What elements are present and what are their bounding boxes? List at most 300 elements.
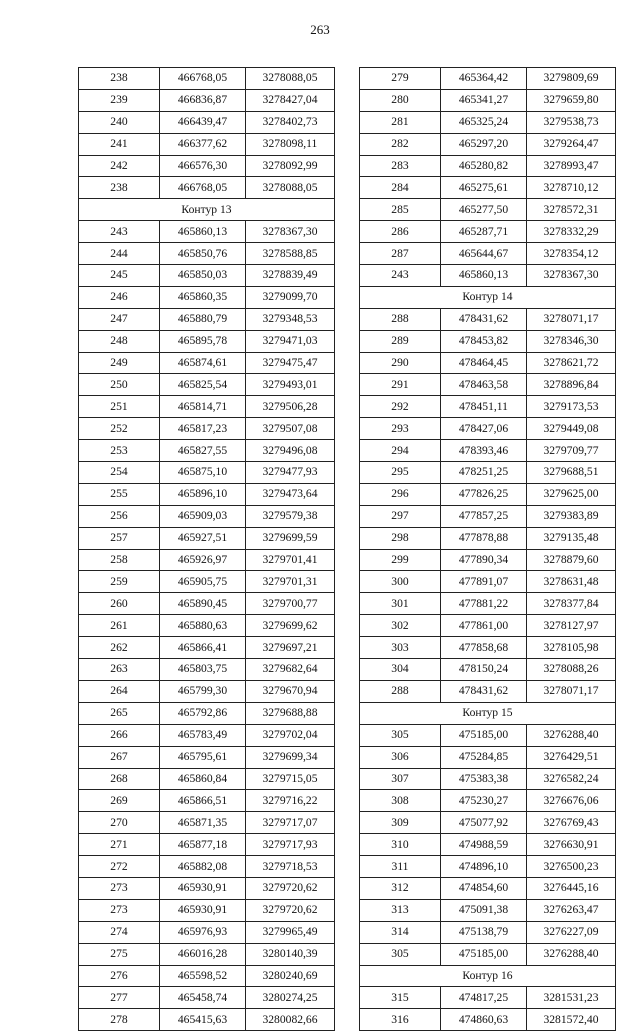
table-row <box>79 943 335 965</box>
point-number-cell: 243 <box>360 265 441 287</box>
y-coordinate-cell: 3280240,69 <box>246 965 335 987</box>
table-row <box>360 899 616 921</box>
table-row <box>360 987 616 1009</box>
point-number-cell: 258 <box>79 549 160 571</box>
table-row <box>360 571 616 593</box>
point-number-cell: 268 <box>79 768 160 790</box>
y-coordinate-cell: 3278071,17 <box>527 680 616 702</box>
point-number-cell: 272 <box>79 856 160 878</box>
point-number-cell: 280 <box>360 89 441 111</box>
table-row <box>360 680 616 702</box>
point-number-cell: 285 <box>360 199 441 221</box>
x-coordinate-cell: 465927,51 <box>160 527 246 549</box>
point-number-cell: 267 <box>79 746 160 768</box>
x-coordinate-cell: 465930,91 <box>160 877 246 899</box>
x-coordinate-cell: 465905,75 <box>160 571 246 593</box>
contour-header-row <box>360 286 616 308</box>
table-row <box>79 921 335 943</box>
table-row <box>360 418 616 440</box>
point-number-cell: 315 <box>360 987 441 1009</box>
table-row <box>79 155 335 177</box>
x-coordinate-cell: 465866,41 <box>160 637 246 659</box>
x-coordinate-cell: 465792,86 <box>160 702 246 724</box>
y-coordinate-cell: 3279699,34 <box>246 746 335 768</box>
point-number-cell: 259 <box>79 571 160 593</box>
y-coordinate-cell: 3279701,41 <box>246 549 335 571</box>
table-body <box>79 68 335 1031</box>
y-coordinate-cell: 3279473,64 <box>246 483 335 505</box>
x-coordinate-cell: 465277,50 <box>441 199 527 221</box>
table-row <box>79 396 335 418</box>
y-coordinate-cell: 3279697,21 <box>246 637 335 659</box>
point-number-cell: 292 <box>360 396 441 418</box>
y-coordinate-cell: 3279709,77 <box>527 440 616 462</box>
y-coordinate-cell: 3279475,47 <box>246 352 335 374</box>
y-coordinate-cell: 3278071,17 <box>527 308 616 330</box>
coordinates-table-left <box>78 67 335 1031</box>
point-number-cell: 278 <box>79 1009 160 1031</box>
y-coordinate-cell: 3278710,12 <box>527 177 616 199</box>
page-number: 263 <box>310 22 330 37</box>
x-coordinate-cell: 475185,00 <box>441 943 527 965</box>
table-row <box>360 834 616 856</box>
x-coordinate-cell: 465909,03 <box>160 505 246 527</box>
table-row <box>79 637 335 659</box>
point-number-cell: 293 <box>360 418 441 440</box>
contour-label: Контур 16 <box>360 965 616 987</box>
x-coordinate-cell: 475077,92 <box>441 812 527 834</box>
y-coordinate-cell: 3278839,49 <box>246 265 335 287</box>
point-number-cell: 271 <box>79 834 160 856</box>
x-coordinate-cell: 466768,05 <box>160 68 246 90</box>
table-row <box>360 724 616 746</box>
y-coordinate-cell: 3280274,25 <box>246 987 335 1009</box>
point-number-cell: 289 <box>360 330 441 352</box>
table-row <box>79 483 335 505</box>
point-number-cell: 287 <box>360 243 441 265</box>
table-row <box>79 746 335 768</box>
point-number-cell: 251 <box>79 396 160 418</box>
x-coordinate-cell: 465860,13 <box>441 265 527 287</box>
point-number-cell: 244 <box>79 243 160 265</box>
point-number-cell: 290 <box>360 352 441 374</box>
table-row <box>79 856 335 878</box>
table-row <box>79 505 335 527</box>
y-coordinate-cell: 3278105,98 <box>527 637 616 659</box>
y-coordinate-cell: 3279688,88 <box>246 702 335 724</box>
y-coordinate-cell: 3276500,23 <box>527 856 616 878</box>
point-number-cell: 242 <box>79 155 160 177</box>
point-number-cell: 273 <box>79 877 160 899</box>
table-row <box>360 330 616 352</box>
y-coordinate-cell: 3276227,09 <box>527 921 616 943</box>
point-number-cell: 301 <box>360 593 441 615</box>
table-row <box>360 68 616 90</box>
x-coordinate-cell: 465926,97 <box>160 549 246 571</box>
table-row <box>360 877 616 899</box>
x-coordinate-cell: 475138,79 <box>441 921 527 943</box>
x-coordinate-cell: 466768,05 <box>160 177 246 199</box>
point-number-cell: 306 <box>360 746 441 768</box>
table-row <box>79 418 335 440</box>
point-number-cell: 283 <box>360 155 441 177</box>
point-number-cell: 305 <box>360 724 441 746</box>
table-row <box>360 505 616 527</box>
point-number-cell: 276 <box>79 965 160 987</box>
y-coordinate-cell: 3278402,73 <box>246 111 335 133</box>
point-number-cell: 273 <box>79 899 160 921</box>
x-coordinate-cell: 465871,35 <box>160 812 246 834</box>
table-row <box>79 1009 335 1031</box>
y-coordinate-cell: 3279699,59 <box>246 527 335 549</box>
y-coordinate-cell: 3279135,48 <box>527 527 616 549</box>
point-number-cell: 291 <box>360 374 441 396</box>
x-coordinate-cell: 477857,25 <box>441 505 527 527</box>
y-coordinate-cell: 3278896,84 <box>527 374 616 396</box>
x-coordinate-cell: 465880,79 <box>160 308 246 330</box>
contour-header-row <box>360 965 616 987</box>
table-row <box>360 921 616 943</box>
y-coordinate-cell: 3279682,64 <box>246 659 335 681</box>
x-coordinate-cell: 465598,52 <box>160 965 246 987</box>
x-coordinate-cell: 465297,20 <box>441 133 527 155</box>
table-row <box>79 89 335 111</box>
table-row <box>360 155 616 177</box>
y-coordinate-cell: 3279538,73 <box>527 111 616 133</box>
table-row <box>79 834 335 856</box>
x-coordinate-cell: 465799,30 <box>160 680 246 702</box>
point-number-cell: 266 <box>79 724 160 746</box>
point-number-cell: 257 <box>79 527 160 549</box>
y-coordinate-cell: 3279688,51 <box>527 462 616 484</box>
table-row <box>79 659 335 681</box>
y-coordinate-cell: 3279625,00 <box>527 483 616 505</box>
x-coordinate-cell: 465803,75 <box>160 659 246 681</box>
y-coordinate-cell: 3279264,47 <box>527 133 616 155</box>
table-row <box>360 637 616 659</box>
x-coordinate-cell: 465458,74 <box>160 987 246 1009</box>
x-coordinate-cell: 465890,45 <box>160 593 246 615</box>
y-coordinate-cell: 3281572,40 <box>527 1009 616 1031</box>
point-number-cell: 262 <box>79 637 160 659</box>
y-coordinate-cell: 3279099,70 <box>246 286 335 308</box>
y-coordinate-cell: 3280140,39 <box>246 943 335 965</box>
y-coordinate-cell: 3278088,05 <box>246 68 335 90</box>
point-number-cell: 261 <box>79 615 160 637</box>
y-coordinate-cell: 3279718,53 <box>246 856 335 878</box>
x-coordinate-cell: 477826,25 <box>441 483 527 505</box>
table-row <box>79 877 335 899</box>
y-coordinate-cell: 3281531,23 <box>527 987 616 1009</box>
x-coordinate-cell: 477878,88 <box>441 527 527 549</box>
point-number-cell: 314 <box>360 921 441 943</box>
x-coordinate-cell: 477881,22 <box>441 593 527 615</box>
x-coordinate-cell: 465896,10 <box>160 483 246 505</box>
point-number-cell: 282 <box>360 133 441 155</box>
point-number-cell: 300 <box>360 571 441 593</box>
table-row <box>360 462 616 484</box>
table-row <box>79 527 335 549</box>
point-number-cell: 309 <box>360 812 441 834</box>
point-number-cell: 294 <box>360 440 441 462</box>
table-row <box>360 133 616 155</box>
point-number-cell: 305 <box>360 943 441 965</box>
table-row <box>79 440 335 462</box>
table-row <box>360 615 616 637</box>
y-coordinate-cell: 3278332,29 <box>527 221 616 243</box>
contour-label: Контур 15 <box>360 702 616 724</box>
point-number-cell: 254 <box>79 462 160 484</box>
table-row <box>360 243 616 265</box>
table-row <box>79 899 335 921</box>
coordinates-table-right <box>359 67 616 1031</box>
point-number-cell: 240 <box>79 111 160 133</box>
point-number-cell: 288 <box>360 680 441 702</box>
y-coordinate-cell: 3276288,40 <box>527 943 616 965</box>
table-row <box>79 987 335 1009</box>
table-row <box>79 111 335 133</box>
x-coordinate-cell: 478451,11 <box>441 396 527 418</box>
y-coordinate-cell: 3279659,80 <box>527 89 616 111</box>
point-number-cell: 263 <box>79 659 160 681</box>
table-row <box>360 527 616 549</box>
table-row <box>360 593 616 615</box>
x-coordinate-cell: 477861,00 <box>441 615 527 637</box>
point-number-cell: 250 <box>79 374 160 396</box>
y-coordinate-cell: 3279383,89 <box>527 505 616 527</box>
x-coordinate-cell: 465874,61 <box>160 352 246 374</box>
x-coordinate-cell: 465875,10 <box>160 462 246 484</box>
y-coordinate-cell: 3279496,08 <box>246 440 335 462</box>
point-number-cell: 307 <box>360 768 441 790</box>
table-row <box>360 221 616 243</box>
y-coordinate-cell: 3278879,60 <box>527 549 616 571</box>
table-row <box>79 680 335 702</box>
table-row <box>79 593 335 615</box>
point-number-cell: 269 <box>79 790 160 812</box>
table-row <box>79 374 335 396</box>
x-coordinate-cell: 465795,61 <box>160 746 246 768</box>
x-coordinate-cell: 477890,34 <box>441 549 527 571</box>
x-coordinate-cell: 465827,55 <box>160 440 246 462</box>
y-coordinate-cell: 3279702,04 <box>246 724 335 746</box>
y-coordinate-cell: 3276630,91 <box>527 834 616 856</box>
table-row <box>360 483 616 505</box>
table-row <box>79 615 335 637</box>
contour-header-row <box>79 199 335 221</box>
point-number-cell: 252 <box>79 418 160 440</box>
y-coordinate-cell: 3279493,01 <box>246 374 335 396</box>
y-coordinate-cell: 3278088,26 <box>527 659 616 681</box>
point-number-cell: 295 <box>360 462 441 484</box>
point-number-cell: 299 <box>360 549 441 571</box>
x-coordinate-cell: 465880,63 <box>160 615 246 637</box>
y-coordinate-cell: 3278621,72 <box>527 352 616 374</box>
table-row <box>79 571 335 593</box>
y-coordinate-cell: 3278088,05 <box>246 177 335 199</box>
point-number-cell: 246 <box>79 286 160 308</box>
x-coordinate-cell: 475383,38 <box>441 768 527 790</box>
table-row <box>79 221 335 243</box>
y-coordinate-cell: 3278092,99 <box>246 155 335 177</box>
table-row <box>79 177 335 199</box>
table-row <box>79 352 335 374</box>
y-coordinate-cell: 3279670,94 <box>246 680 335 702</box>
table-row <box>360 440 616 462</box>
point-number-cell: 304 <box>360 659 441 681</box>
x-coordinate-cell: 465882,08 <box>160 856 246 878</box>
x-coordinate-cell: 465280,82 <box>441 155 527 177</box>
x-coordinate-cell: 465866,51 <box>160 790 246 812</box>
point-number-cell: 298 <box>360 527 441 549</box>
y-coordinate-cell: 3278367,30 <box>527 265 616 287</box>
point-number-cell: 311 <box>360 856 441 878</box>
point-number-cell: 248 <box>79 330 160 352</box>
point-number-cell: 238 <box>79 177 160 199</box>
point-number-cell: 274 <box>79 921 160 943</box>
x-coordinate-cell: 474896,10 <box>441 856 527 878</box>
x-coordinate-cell: 465860,13 <box>160 221 246 243</box>
contour-label: Контур 14 <box>360 286 616 308</box>
point-number-cell: 296 <box>360 483 441 505</box>
y-coordinate-cell: 3279720,62 <box>246 877 335 899</box>
y-coordinate-cell: 3278993,47 <box>527 155 616 177</box>
x-coordinate-cell: 478150,24 <box>441 659 527 681</box>
table-row <box>360 89 616 111</box>
y-coordinate-cell: 3279507,08 <box>246 418 335 440</box>
y-coordinate-cell: 3276288,40 <box>527 724 616 746</box>
y-coordinate-cell: 3278098,11 <box>246 133 335 155</box>
y-coordinate-cell: 3276445,16 <box>527 877 616 899</box>
point-number-cell: 316 <box>360 1009 441 1031</box>
point-number-cell: 239 <box>79 89 160 111</box>
point-number-cell: 260 <box>79 593 160 615</box>
y-coordinate-cell: 3278346,30 <box>527 330 616 352</box>
point-number-cell: 281 <box>360 111 441 133</box>
x-coordinate-cell: 465930,91 <box>160 899 246 921</box>
y-coordinate-cell: 3279809,69 <box>527 68 616 90</box>
table-row <box>360 199 616 221</box>
point-number-cell: 243 <box>79 221 160 243</box>
y-coordinate-cell: 3276263,47 <box>527 899 616 921</box>
x-coordinate-cell: 475185,00 <box>441 724 527 746</box>
y-coordinate-cell: 3279506,28 <box>246 396 335 418</box>
x-coordinate-cell: 466576,30 <box>160 155 246 177</box>
y-coordinate-cell: 3276769,43 <box>527 812 616 834</box>
x-coordinate-cell: 466377,62 <box>160 133 246 155</box>
table-row <box>360 265 616 287</box>
table-row <box>360 746 616 768</box>
point-number-cell: 270 <box>79 812 160 834</box>
table-row <box>79 724 335 746</box>
y-coordinate-cell: 3280082,66 <box>246 1009 335 1031</box>
y-coordinate-cell: 3279700,77 <box>246 593 335 615</box>
table-row <box>79 462 335 484</box>
x-coordinate-cell: 466439,47 <box>160 111 246 133</box>
x-coordinate-cell: 474817,25 <box>441 987 527 1009</box>
x-coordinate-cell: 478431,62 <box>441 680 527 702</box>
y-coordinate-cell: 3278377,84 <box>527 593 616 615</box>
table-row <box>360 856 616 878</box>
x-coordinate-cell: 465860,35 <box>160 286 246 308</box>
point-number-cell: 249 <box>79 352 160 374</box>
x-coordinate-cell: 465895,78 <box>160 330 246 352</box>
table-row <box>360 943 616 965</box>
table-row <box>360 812 616 834</box>
y-coordinate-cell: 3279477,93 <box>246 462 335 484</box>
x-coordinate-cell: 466836,87 <box>160 89 246 111</box>
table-row <box>79 286 335 308</box>
y-coordinate-cell: 3279449,08 <box>527 418 616 440</box>
x-coordinate-cell: 478464,45 <box>441 352 527 374</box>
table-row <box>79 133 335 155</box>
x-coordinate-cell: 478251,25 <box>441 462 527 484</box>
point-number-cell: 279 <box>360 68 441 90</box>
table-row <box>79 68 335 90</box>
y-coordinate-cell: 3279716,22 <box>246 790 335 812</box>
table-row <box>79 330 335 352</box>
x-coordinate-cell: 477891,07 <box>441 571 527 593</box>
point-number-cell: 312 <box>360 877 441 899</box>
y-coordinate-cell: 3279715,05 <box>246 768 335 790</box>
point-number-cell: 256 <box>79 505 160 527</box>
x-coordinate-cell: 465976,93 <box>160 921 246 943</box>
point-number-cell: 253 <box>79 440 160 462</box>
y-coordinate-cell: 3279717,93 <box>246 834 335 856</box>
table-row <box>360 308 616 330</box>
x-coordinate-cell: 466016,28 <box>160 943 246 965</box>
y-coordinate-cell: 3279699,62 <box>246 615 335 637</box>
x-coordinate-cell: 465877,18 <box>160 834 246 856</box>
point-number-cell: 264 <box>79 680 160 702</box>
point-number-cell: 297 <box>360 505 441 527</box>
y-coordinate-cell: 3279579,38 <box>246 505 335 527</box>
x-coordinate-cell: 474854,60 <box>441 877 527 899</box>
y-coordinate-cell: 3279173,53 <box>527 396 616 418</box>
y-coordinate-cell: 3279348,53 <box>246 308 335 330</box>
x-coordinate-cell: 465364,42 <box>441 68 527 90</box>
x-coordinate-cell: 478427,06 <box>441 418 527 440</box>
table-row <box>79 308 335 330</box>
x-coordinate-cell: 465325,24 <box>441 111 527 133</box>
x-coordinate-cell: 465825,54 <box>160 374 246 396</box>
table-row <box>360 549 616 571</box>
table-body <box>360 68 616 1031</box>
x-coordinate-cell: 465275,61 <box>441 177 527 199</box>
table-row <box>360 177 616 199</box>
x-coordinate-cell: 474988,59 <box>441 834 527 856</box>
table-row <box>79 965 335 987</box>
table-row <box>79 790 335 812</box>
point-number-cell: 303 <box>360 637 441 659</box>
table-row <box>360 768 616 790</box>
table-row <box>79 549 335 571</box>
contour-header-row <box>360 702 616 724</box>
point-number-cell: 277 <box>79 987 160 1009</box>
y-coordinate-cell: 3278572,31 <box>527 199 616 221</box>
table-row <box>79 265 335 287</box>
point-number-cell: 308 <box>360 790 441 812</box>
table-row <box>360 1009 616 1031</box>
x-coordinate-cell: 465850,03 <box>160 265 246 287</box>
table-row <box>79 243 335 265</box>
y-coordinate-cell: 3279720,62 <box>246 899 335 921</box>
y-coordinate-cell: 3276582,24 <box>527 768 616 790</box>
point-number-cell: 302 <box>360 615 441 637</box>
x-coordinate-cell: 465860,84 <box>160 768 246 790</box>
y-coordinate-cell: 3278354,12 <box>527 243 616 265</box>
y-coordinate-cell: 3278631,48 <box>527 571 616 593</box>
